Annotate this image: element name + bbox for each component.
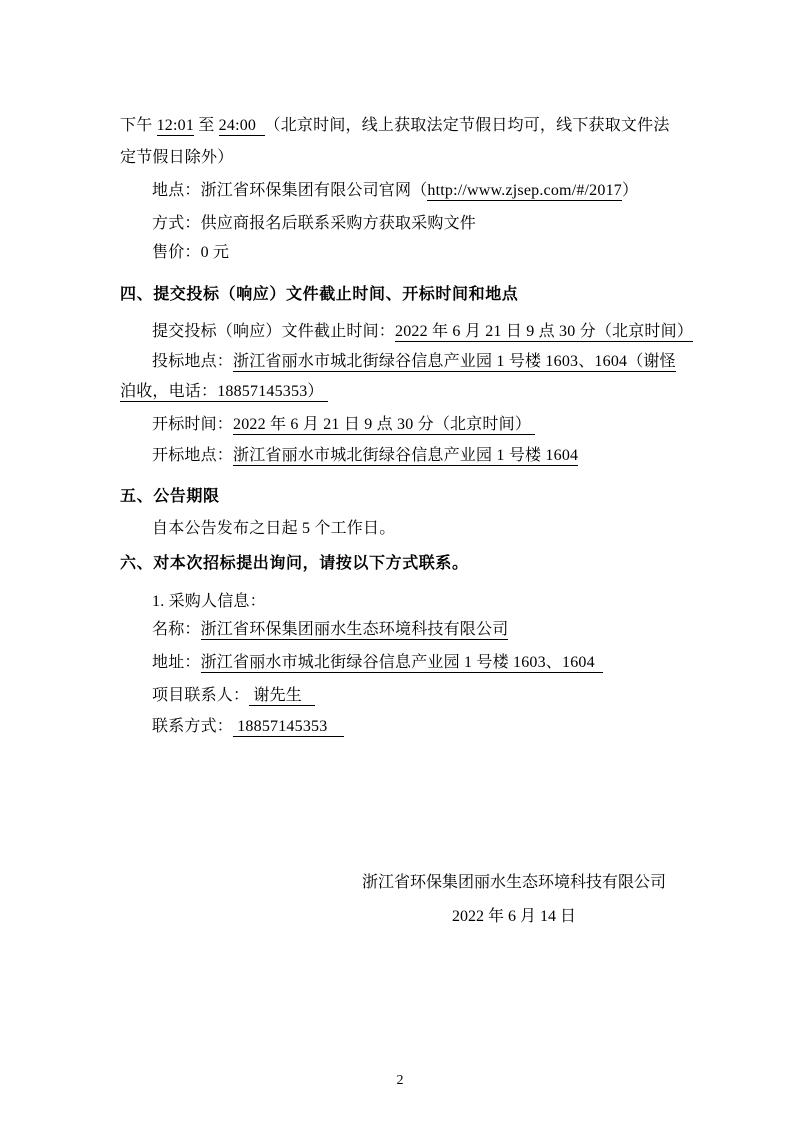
signature-date: 2022 年 6 月 14 日 — [451, 908, 576, 925]
bid-address-label: 投标地点： — [152, 353, 234, 370]
purchaser-name-line — [152, 620, 508, 640]
purchaser-name-value: 浙江省环保集团丽水生态环境科技有限公司 — [200, 621, 509, 638]
section-6-heading: 六、对本次招标提出询问，请按以下方式联系。 — [120, 555, 469, 572]
deadline-value: 2022 年 6 月 21 日 9 点 30 分（北京时间） — [395, 323, 694, 340]
location-text: 浙江省环保集团有限公司官网（ — [200, 182, 428, 199]
purchaser-address-label: 地址： — [152, 654, 201, 671]
acquisition-method-line: 方式：供应商报名后联系采购方获取采购文件 — [152, 215, 477, 232]
purchaser-address-value: 浙江省丽水市城北街绿谷信息产业园 1 号楼 1603、1604 — [200, 654, 604, 671]
submission-deadline-line — [152, 322, 693, 342]
acquisition-location-line — [152, 181, 638, 201]
price-line: 售价：0 元 — [152, 244, 230, 261]
signature-company: 浙江省环保集团丽水生态环境科技有限公司 — [361, 874, 666, 891]
contact-phone-label: 联系方式： — [152, 718, 234, 735]
opening-address-label: 开标地点： — [152, 447, 234, 464]
opening-address-value: 浙江省丽水市城北街绿谷信息产业园 1 号楼 1604 — [233, 447, 579, 464]
page-number: 2 — [396, 1073, 404, 1088]
bid-address-value: 浙江省丽水市城北街绿谷信息产业园 1 号楼 1603、1604（谢怪 — [233, 353, 676, 370]
contact-person-label: 项目联系人： — [152, 687, 250, 704]
time-end-value: 24:00 — [218, 117, 265, 134]
purchaser-info-label: 1. 采购人信息： — [152, 593, 266, 610]
location-text-close: ） — [622, 182, 639, 199]
deadline-label: 提交投标（响应）文件截止时间： — [152, 323, 396, 340]
contact-person-line — [152, 686, 315, 706]
time-line-suffix: （北京时间，线上获取法定节假日均可，线下获取文件法 — [264, 117, 670, 134]
bid-address-line-2 — [120, 382, 328, 402]
contact-person-value: 谢先生 — [249, 687, 315, 704]
acquisition-time-line — [120, 116, 670, 136]
section-5-heading: 五、公告期限 — [120, 488, 220, 505]
document-url-link[interactable]: http://www.zjsep.com/#/2017 — [427, 182, 622, 199]
section-4-heading: 四、提交投标（响应）文件截止时间、开标时间和地点 — [120, 286, 519, 303]
bid-opening-address-line — [152, 446, 578, 466]
time-line-mid: 至 — [194, 117, 219, 134]
contact-phone-line — [152, 717, 344, 737]
bid-opening-time-line — [152, 415, 535, 435]
bid-address-line — [152, 352, 676, 372]
purchaser-address-line — [152, 653, 603, 673]
time-start-value: 12:01 — [156, 117, 195, 134]
opening-time-label: 开标时间： — [152, 416, 234, 433]
acquisition-time-line-2: 定节假日除外） — [120, 149, 234, 166]
announcement-period-line: 自本公告发布之日起 5 个工作日。 — [152, 520, 396, 537]
contact-phone-value: 18857145353 — [233, 718, 345, 735]
purchaser-name-label: 名称： — [152, 621, 201, 638]
opening-time-value: 2022 年 6 月 21 日 9 点 30 分（北京时间） — [233, 416, 536, 433]
time-line-prefix: 下午 — [120, 117, 157, 134]
bid-address-value-2: 泊收，电话：18857145353） — [120, 383, 328, 400]
location-label: 地点： — [152, 182, 201, 199]
